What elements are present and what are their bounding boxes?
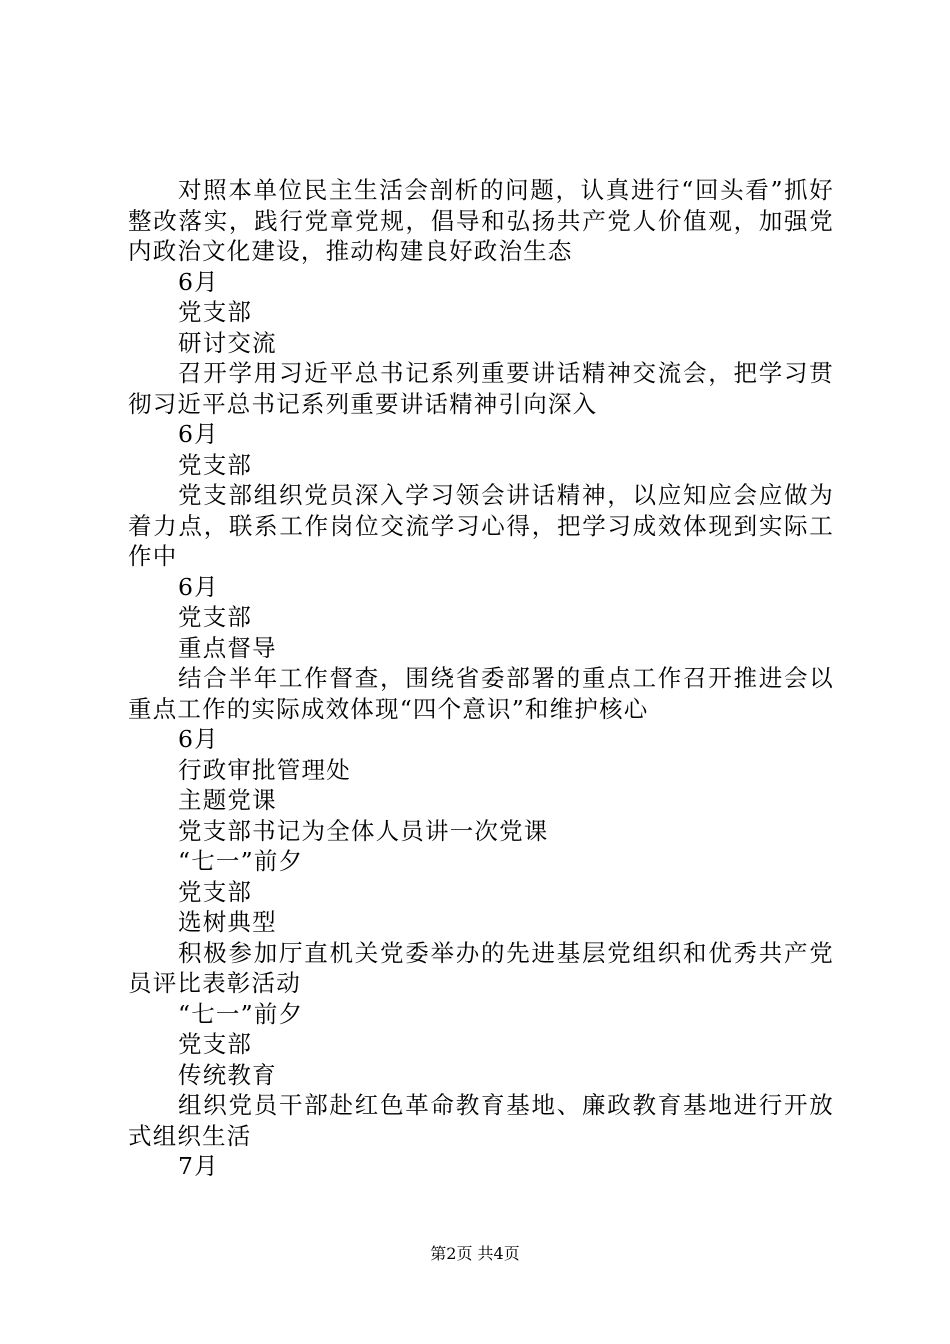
paragraph: 召开学用习近平总书记系列重要讲话精神交流会，把学习贯彻习近平总书记系列重要讲话精神引向深入 [128,359,834,418]
paragraph: 党支部书记为全体人员讲一次党课 [178,816,549,845]
paragraph: “七一”前夕 [178,847,304,875]
paragraph: 对照本单位民主生活会剖析的问题，认真进行“回头看”抓好整改落实，践行党章党规，倡导和弘扬共产党人价值观，加强党内政治文化建设，推动构建良好政治生态 [128,176,834,265]
paragraph: 6月 [178,267,219,296]
paragraph: 7月 [178,1152,219,1180]
paragraph: 党支部 [178,1030,253,1058]
paragraph: 党支部 [178,603,253,631]
page-footer: 第2页 共4页 [430,1244,520,1263]
paragraph: 选树典型 [178,908,277,936]
paragraph: 重点督导 [178,633,277,662]
paragraph: 党支部 [178,298,253,326]
paragraph: 传统教育 [178,1060,277,1089]
paragraph: 党支部 [178,450,253,479]
paragraph: 研讨交流 [178,328,277,357]
paragraph: “七一”前夕 [178,999,304,1028]
paragraph: 主题党课 [178,786,277,814]
paragraph: 6月 [178,572,219,601]
paragraph: 党支部组织党员深入学习领会讲话精神，以应知应会应做为着力点，联系工作岗位交流学习心得，把学习成效体现到实际工作中 [128,481,834,570]
paragraph: 6月 [178,420,219,448]
paragraph: 组织党员干部赴红色革命教育基地、廉政教育基地进行开放式组织生活 [128,1091,834,1150]
paragraph: 党支部 [178,877,253,906]
paragraph: 6月 [178,725,219,753]
paragraph: 行政审批管理处 [178,755,351,784]
paragraph: 结合半年工作督查，围绕省委部署的重点工作召开推进会以重点工作的实际成效体现“四个意识”和维护核心 [128,664,834,723]
paragraph: 积极参加厅直机关党委举办的先进基层党组织和优秀共产党员评比表彰活动 [128,938,834,997]
document-body [128,175,834,1182]
